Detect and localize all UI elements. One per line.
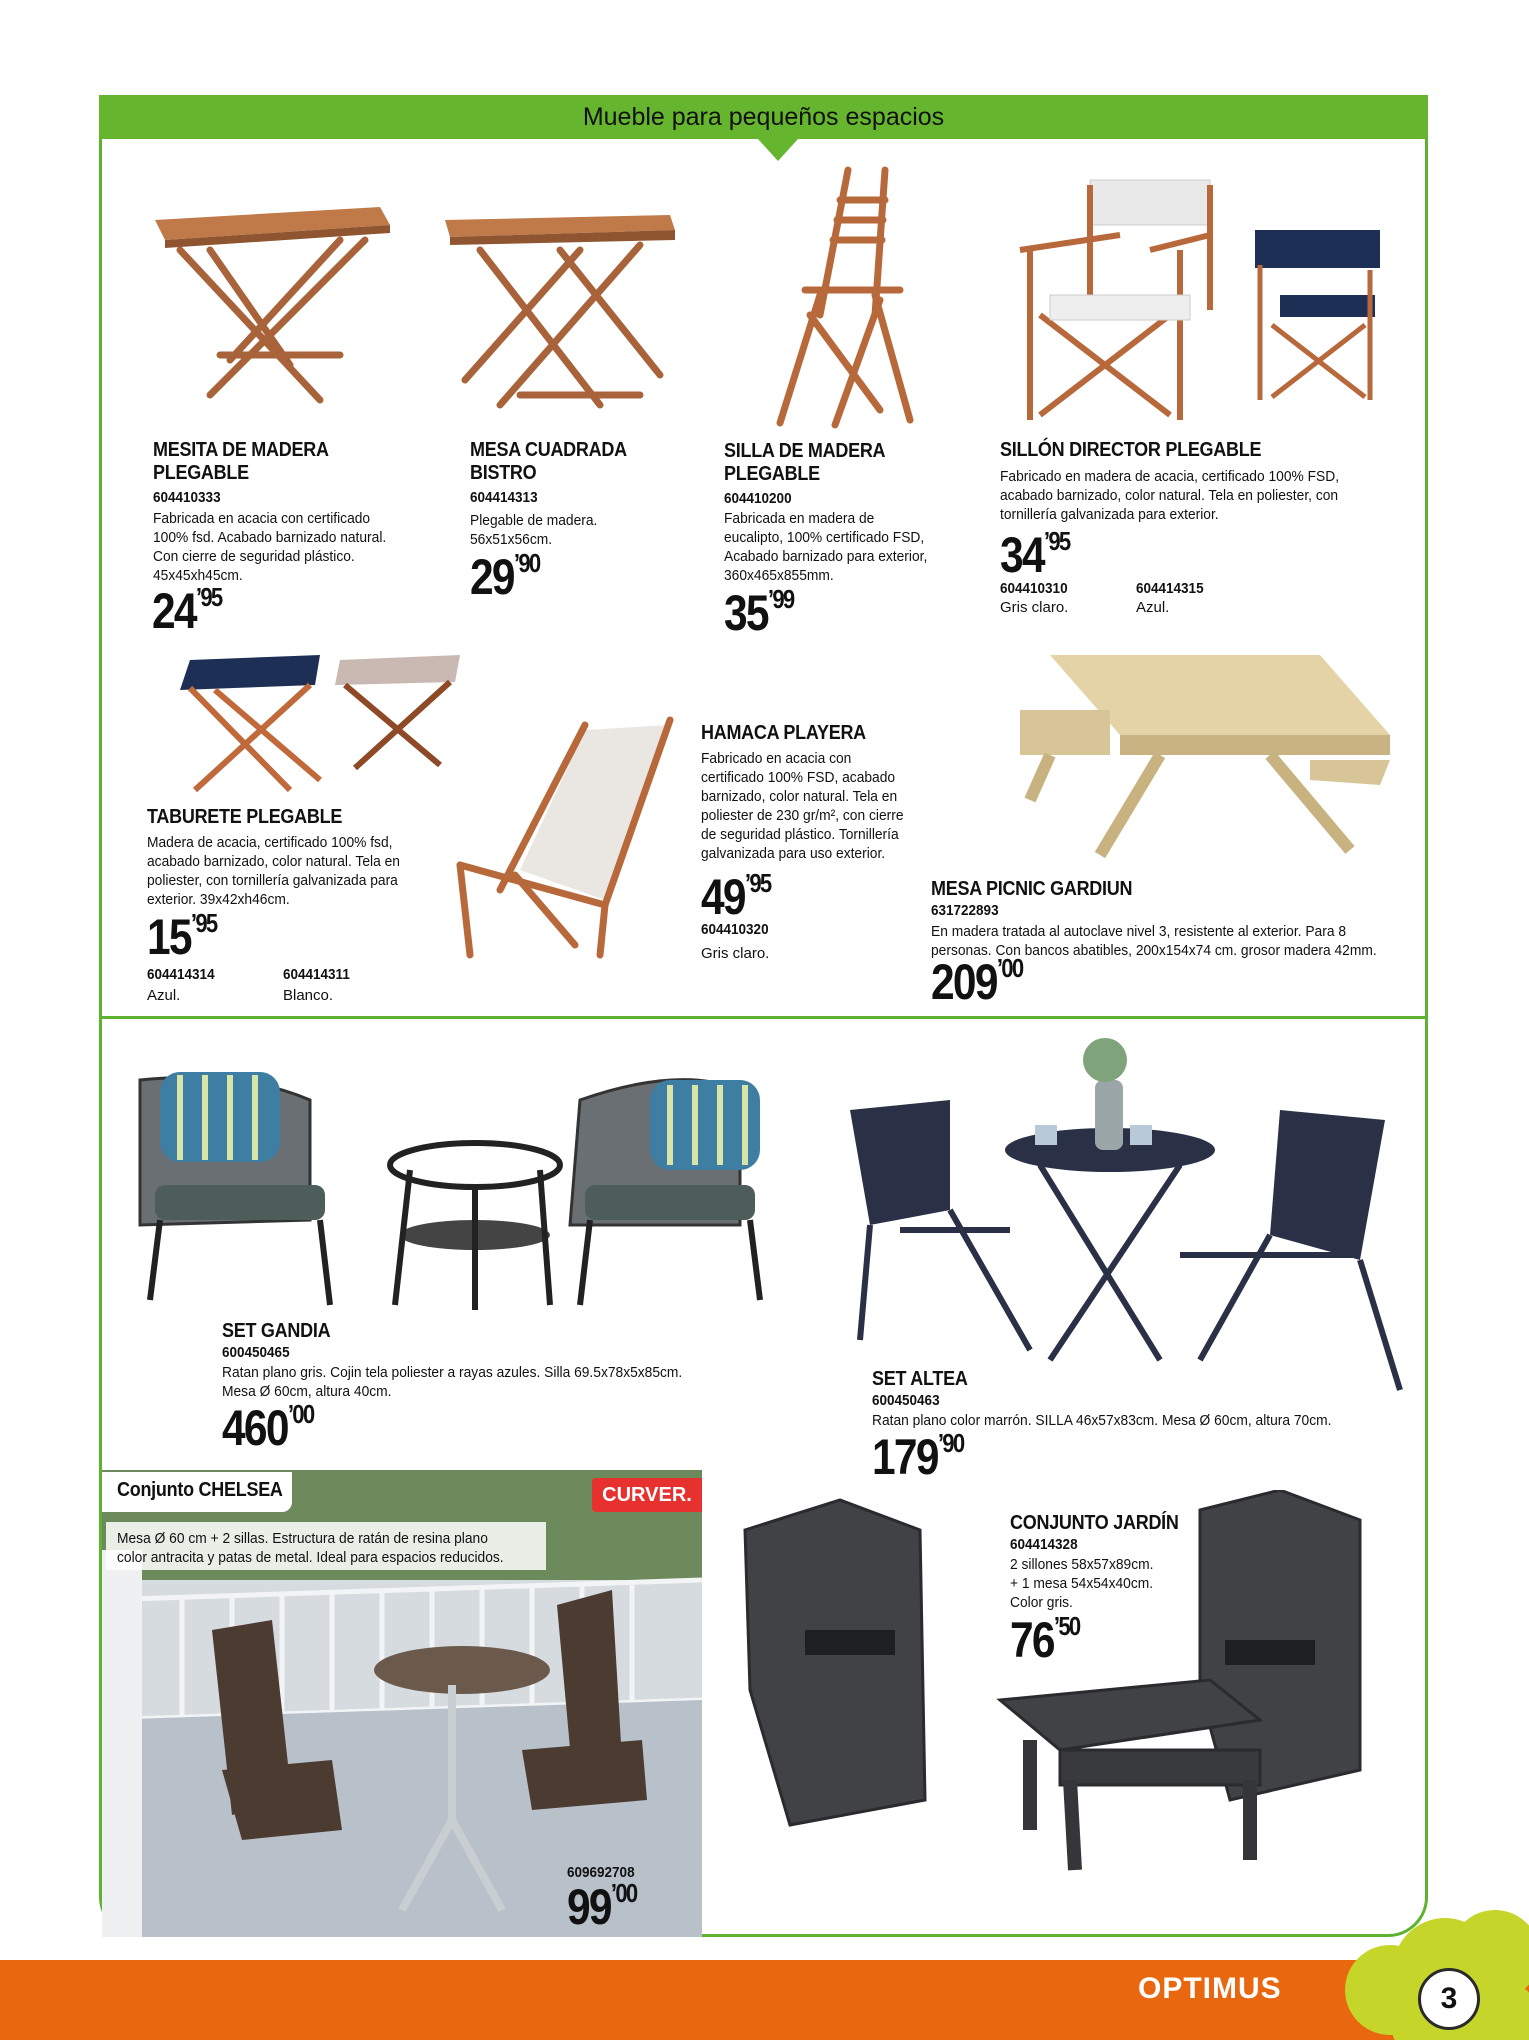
taburete-desc: Madera de acacia, certificado 100% fsd, acabado barnizado, color natural. Tela en poliester, con tornillería galvanizada para exterior. 39x42xh46cm. bbox=[147, 834, 400, 908]
gandia-price: 460’00 bbox=[222, 1399, 314, 1456]
chelsea-title: Conjunto CHELSEA bbox=[117, 1479, 283, 1501]
sillon-variant-1: 604410310 Gris claro. bbox=[1000, 580, 1069, 616]
jardin-price: 76’50 bbox=[1010, 1611, 1080, 1668]
jardin-desc: 2 sillones 58x57x89cm. + 1 mesa 54x54x40cm. Color gris. bbox=[1010, 1556, 1154, 1611]
taburete-variant-2: 604414311 Blanco. bbox=[283, 966, 350, 1004]
altea-ref: 600450463 bbox=[872, 1392, 940, 1409]
footer-bar bbox=[0, 1960, 1529, 2040]
folding-side-table-image bbox=[140, 195, 400, 410]
picnic-title: MESA PICNIC GARDIUN bbox=[931, 878, 1133, 900]
altea-title: SET ALTEA bbox=[872, 1368, 968, 1390]
sillon-title: SILLÓN DIRECTOR PLEGABLE bbox=[1000, 439, 1262, 461]
hamaca-title: HAMACA PLAYERA bbox=[701, 722, 866, 744]
altea-price: 179’90 bbox=[872, 1428, 964, 1485]
optimus-logo: OPTIMUS bbox=[1138, 1972, 1282, 2005]
silla-price: 35’99 bbox=[724, 584, 794, 641]
gandia-desc: Ratan plano gris. Cojin tela poliester a rayas azules. Silla 69.5x78x5x85cm. Mesa Ø 60cm, altura 40cm. bbox=[222, 1364, 683, 1400]
gandia-ref: 600450465 bbox=[222, 1344, 290, 1361]
section-divider bbox=[99, 1016, 1428, 1019]
picnic-ref: 631722893 bbox=[931, 902, 999, 919]
jardin-ref: 604414328 bbox=[1010, 1536, 1078, 1553]
mesita-ref: 604410333 bbox=[153, 489, 221, 506]
silla-desc: Fabricada en madera de eucalipto, 100% certificado FSD, Acabado barnizado para exterior, 360x465x855mm. bbox=[724, 510, 928, 584]
director-chairs-image bbox=[1010, 175, 1430, 425]
taburete-title: TABURETE PLEGABLE bbox=[147, 806, 343, 828]
set-altea-image bbox=[840, 1030, 1410, 1400]
bistro-table-image bbox=[440, 205, 680, 415]
hamaca-price: 49’95 bbox=[701, 868, 771, 925]
picnic-desc: En madera tratada al autoclave nivel 3, resistente al exterior. Para 8 personas. Con bancos abatibles, 200x154x74 cm. grosor madera 42mm. bbox=[931, 923, 1377, 959]
chelsea-ref: 609692708 bbox=[567, 1864, 635, 1881]
sillon-desc: Fabricado en madera de acacia, certificado 100% FSD, acabado barnizado, color natural. Tela en poliester, con tornillería galvanizada para exterior. bbox=[1000, 468, 1340, 523]
chelsea-desc: Mesa Ø 60 cm + 2 sillas. Estructura de ratán de resina plano color antracita y patas de metal. Ideal para espacios reducidos. bbox=[117, 1530, 504, 1566]
folding-chair-image bbox=[760, 165, 920, 430]
bistro-ref: 604414313 bbox=[470, 489, 538, 506]
sillon-variant-2: 604414315 Azul. bbox=[1136, 580, 1204, 616]
curver-logo: CURVER. bbox=[592, 1478, 702, 1512]
picnic-table-image bbox=[1010, 650, 1390, 865]
sillon-price: 34’95 bbox=[1000, 526, 1070, 583]
set-gandia-image bbox=[120, 1060, 810, 1320]
silla-title: SILLA DE MADERA PLEGABLE bbox=[724, 440, 886, 485]
silla-ref: 604410200 bbox=[724, 490, 792, 507]
hamaca-color: Gris claro. bbox=[701, 945, 770, 962]
hamaca-desc: Fabricado en acacia con certificado 100% FSD, acabado barnizado, color natural. Tela en poliester de 230 gr/m², con cierre de seguridad plástico. Tornillería galvanizada para uso exterior. bbox=[701, 750, 904, 862]
bistro-desc: Plegable de madera. 56x51x56cm. bbox=[470, 512, 598, 548]
folding-stools-image bbox=[150, 650, 470, 800]
banner-notch bbox=[758, 139, 798, 161]
section-banner: Mueble para pequeños espacios bbox=[99, 95, 1428, 139]
chelsea-price: 99’00 bbox=[567, 1878, 637, 1935]
jardin-title: CONJUNTO JARDÍN bbox=[1010, 1512, 1179, 1534]
altea-desc: Ratan plano color marrón. SILLA 46x57x83cm. Mesa Ø 60cm, altura 70cm. bbox=[872, 1412, 1332, 1429]
mesita-title: MESITA DE MADERA PLEGABLE bbox=[153, 439, 329, 484]
gandia-title: SET GANDIA bbox=[222, 1320, 331, 1342]
mesita-desc: Fabricada en acacia con certificado 100% fsd. Acabado barnizado natural. Con cierre de seguridad plástico. 45x45xh45cm. bbox=[153, 510, 387, 584]
beach-lounger-image bbox=[455, 715, 685, 960]
page-number: 3 bbox=[1418, 1968, 1480, 2030]
bistro-price: 29’90 bbox=[470, 548, 540, 605]
bistro-title: MESA CUADRADA BISTRO bbox=[470, 439, 627, 484]
mesita-price: 24’95 bbox=[152, 582, 222, 639]
taburete-price: 15’95 bbox=[147, 908, 217, 965]
taburete-variant-1: 604414314 Azul. bbox=[147, 966, 215, 1004]
picnic-price: 209’00 bbox=[931, 953, 1023, 1010]
hamaca-ref: 604410320 bbox=[701, 921, 769, 938]
